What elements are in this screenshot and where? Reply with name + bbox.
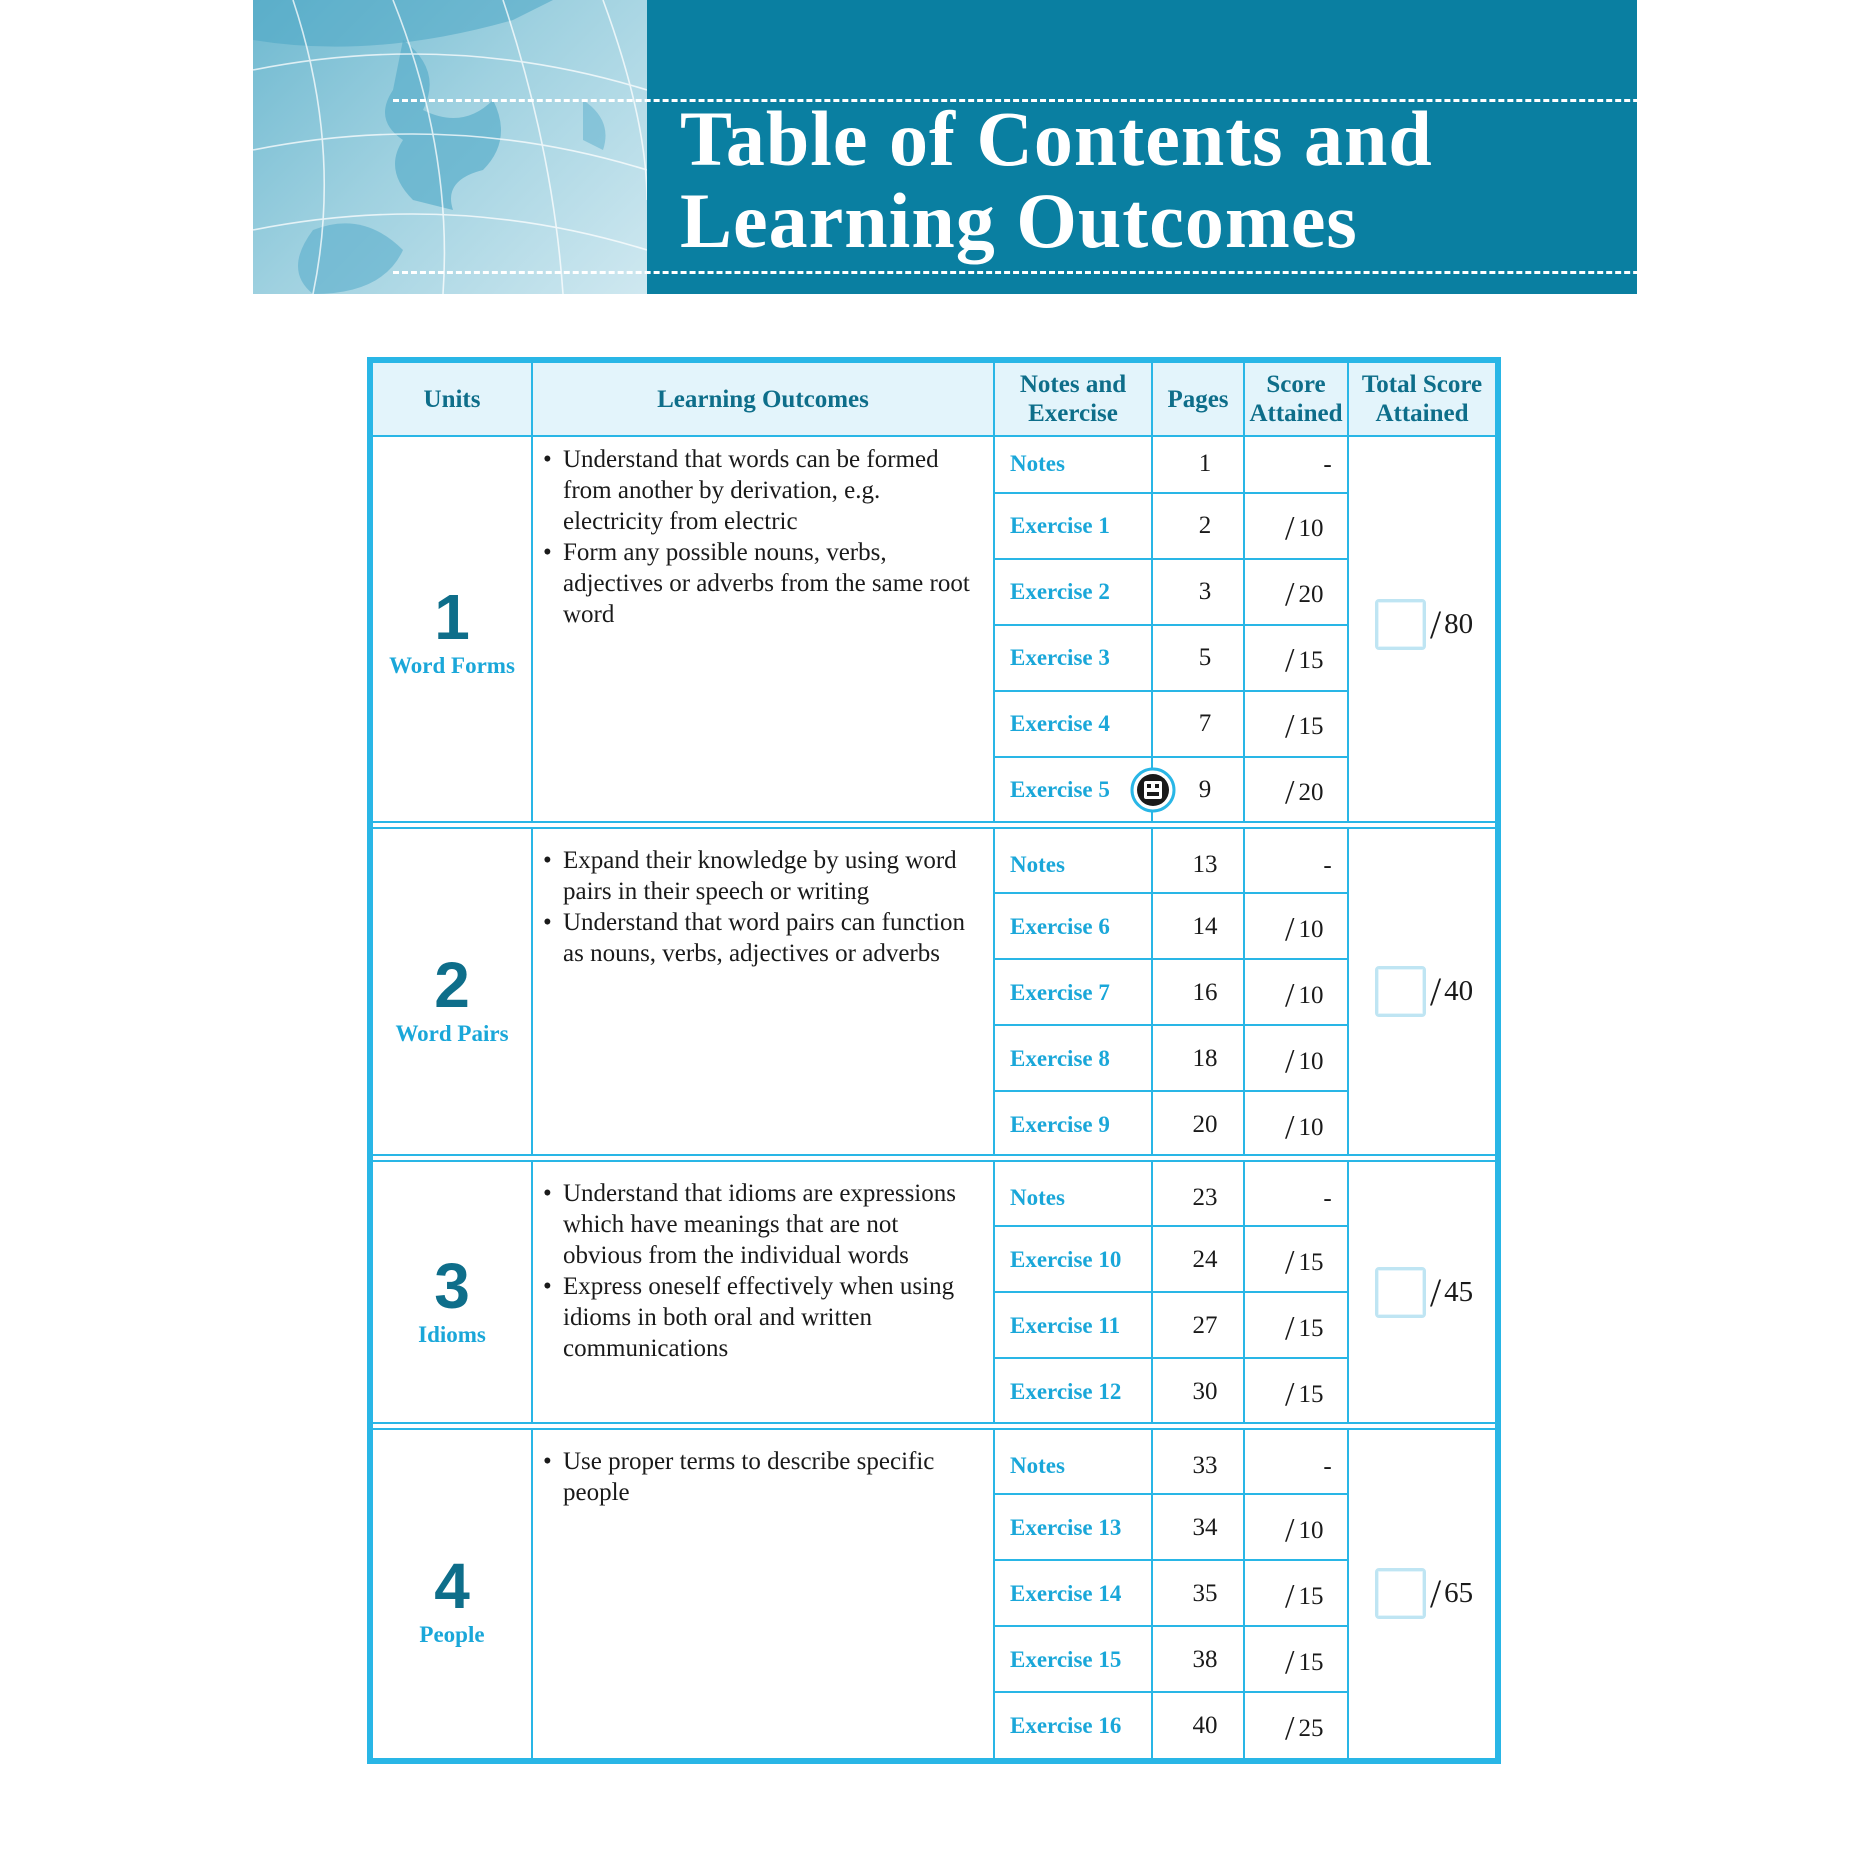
unit-name: Word Forms — [389, 653, 515, 678]
row-divider — [993, 1090, 1349, 1092]
header-banner — [253, 0, 1637, 294]
exercise-link[interactable]: Exercise 12 — [1010, 1379, 1122, 1404]
page-title-line-2: Learning Outcomes — [680, 177, 1358, 264]
unit-number: 3 — [434, 1250, 470, 1322]
page-number: 38 — [1192, 1646, 1218, 1673]
exercise-link[interactable]: Exercise 6 — [1010, 914, 1110, 939]
col-header-pages: Pages — [1167, 385, 1229, 413]
unit-number: 4 — [434, 1550, 470, 1622]
row-divider — [993, 756, 1349, 758]
page-number: 33 — [1192, 1452, 1218, 1479]
score-cell: / 15 — [1285, 708, 1324, 745]
exercise-link[interactable]: Exercise 3 — [1010, 645, 1110, 670]
unit-number: 2 — [434, 949, 470, 1021]
col-header-units: Units — [423, 385, 481, 413]
unit-separator — [373, 1154, 1495, 1162]
exercise-link[interactable]: Exercise 9 — [1010, 1112, 1110, 1137]
total-score-input[interactable] — [1375, 1568, 1426, 1619]
row-divider — [993, 958, 1349, 960]
exercise-link[interactable]: Exercise 1 — [1010, 513, 1110, 538]
exercise-link[interactable]: Exercise 11 — [1010, 1313, 1121, 1338]
row-divider — [993, 1024, 1349, 1026]
page-number: 23 — [1192, 1184, 1218, 1211]
page-number: 20 — [1192, 1111, 1218, 1138]
page-number: 5 — [1198, 644, 1212, 671]
score-cell: / 20 — [1285, 576, 1324, 613]
page-title-line-1: Table of Contents and — [680, 95, 1433, 182]
col-divider — [1151, 363, 1153, 1758]
exercise-link[interactable]: Exercise 2 — [1010, 579, 1110, 604]
unit-separator — [373, 1422, 1495, 1430]
page-title — [680, 95, 1580, 264]
col-header-notes-exercise: Notes and Exercise — [1019, 371, 1127, 427]
score-cell: / 15 — [1285, 1310, 1324, 1347]
exercise-link[interactable]: Exercise 14 — [1010, 1581, 1122, 1606]
page-number: 1 — [1198, 450, 1212, 477]
unit-separator — [373, 821, 1495, 829]
outcome-item: • Form any possible nouns, verbs, adjectives or adverbs from the same root word — [543, 537, 983, 630]
exercise-link[interactable]: Exercise 5 — [1010, 777, 1110, 802]
score-cell: - — [1323, 1453, 1332, 1480]
exercise-link[interactable]: Exercise 10 — [1010, 1247, 1122, 1272]
unit-number: 1 — [434, 581, 470, 653]
exercise-link[interactable]: Exercise 7 — [1010, 980, 1110, 1005]
outcome-item: • Use proper terms to describe specific people — [543, 1446, 983, 1508]
score-cell: / 15 — [1285, 1376, 1324, 1413]
total-score-cell: / 80 — [1375, 599, 1495, 650]
outcome-item: • Understand that idioms are expressions which have meanings that are not obvious from the individual words — [543, 1178, 983, 1271]
globe-icon — [253, 0, 647, 294]
outcome-item: • Express oneself effectively when using idioms in both oral and written communications — [543, 1271, 983, 1364]
row-divider — [993, 1625, 1349, 1627]
col-header-outcomes: Learning Outcomes — [657, 385, 869, 413]
score-cell: / 15 — [1285, 642, 1324, 679]
row-divider — [993, 690, 1349, 692]
score-cell: / 20 — [1285, 774, 1324, 811]
page-number: 7 — [1198, 710, 1212, 737]
learning-outcomes — [543, 1178, 983, 1364]
globe-map-image — [253, 0, 647, 294]
exercise-link[interactable]: Exercise 15 — [1010, 1647, 1122, 1672]
page-number: 18 — [1192, 1045, 1218, 1072]
notes-link[interactable]: Notes — [1010, 852, 1065, 877]
total-score-input[interactable] — [1375, 1267, 1426, 1318]
divider-bottom — [393, 271, 1637, 274]
score-cell: / 10 — [1285, 510, 1324, 547]
exercise-link[interactable]: Exercise 16 — [1010, 1713, 1122, 1738]
page-number: 40 — [1192, 1712, 1218, 1739]
page-number: 34 — [1192, 1514, 1218, 1541]
score-cell: / 10 — [1285, 1512, 1324, 1549]
learning-outcomes — [543, 1446, 983, 1508]
score-cell: - — [1323, 451, 1332, 478]
score-cell: - — [1323, 1185, 1332, 1212]
page-number: 3 — [1198, 578, 1212, 605]
total-score-cell: / 40 — [1375, 966, 1495, 1017]
unit-name: People — [419, 1622, 485, 1647]
total-score-input[interactable] — [1375, 966, 1426, 1017]
row-divider — [993, 1493, 1349, 1495]
outcome-item: • Understand that words can be formed from another by derivation, e.g. electricity from electric — [543, 444, 983, 537]
row-divider — [993, 1691, 1349, 1693]
score-cell: / 10 — [1285, 1043, 1324, 1080]
row-divider — [993, 1225, 1349, 1227]
notes-link[interactable]: Notes — [1010, 1453, 1065, 1478]
score-cell: / 15 — [1285, 1244, 1324, 1281]
row-divider — [993, 624, 1349, 626]
total-score-cell: / 45 — [1375, 1267, 1495, 1318]
outcome-item: • Expand their knowledge by using word pairs in their speech or writing — [543, 845, 983, 907]
page-number: 2 — [1198, 512, 1212, 539]
unit-name: Idioms — [418, 1322, 486, 1347]
score-cell: - — [1323, 852, 1332, 879]
score-cell: / 10 — [1285, 911, 1324, 948]
col-divider — [993, 363, 995, 1758]
row-divider — [993, 558, 1349, 560]
page-number: 24 — [1192, 1246, 1218, 1273]
col-header-total: Total Score Attained — [1361, 371, 1483, 427]
score-cell: / 10 — [1285, 1109, 1324, 1146]
score-cell: / 15 — [1285, 1578, 1324, 1615]
score-cell: / 25 — [1285, 1710, 1324, 1747]
page-number: 30 — [1192, 1378, 1218, 1405]
score-cell: / 15 — [1285, 1644, 1324, 1681]
col-header-score: Score Attained — [1249, 371, 1343, 427]
page-number: 16 — [1192, 979, 1218, 1006]
col-divider — [531, 363, 533, 1758]
row-divider — [993, 1559, 1349, 1561]
exercise-link[interactable]: Exercise 13 — [1010, 1515, 1122, 1540]
page-number: 35 — [1192, 1580, 1218, 1607]
page-number: 14 — [1192, 913, 1218, 940]
notes-link[interactable]: Notes — [1010, 1185, 1065, 1210]
row-divider — [993, 1357, 1349, 1359]
notes-link[interactable]: Notes — [1010, 451, 1065, 476]
page-number: 13 — [1192, 851, 1218, 878]
toc-table — [367, 357, 1501, 1764]
outcome-item: • Understand that word pairs can function as nouns, verbs, adjectives or adverbs — [543, 907, 983, 969]
learning-outcomes — [543, 444, 983, 630]
exercise-link[interactable]: Exercise 4 — [1010, 711, 1110, 736]
total-score-input[interactable] — [1375, 599, 1426, 650]
page-number: 27 — [1192, 1312, 1218, 1339]
header-divider — [373, 435, 1495, 437]
total-score-cell: / 65 — [1375, 1568, 1495, 1619]
page-number: 9 — [1198, 776, 1212, 803]
score-cell: / 10 — [1285, 977, 1324, 1014]
row-divider — [993, 892, 1349, 894]
exercise-link[interactable]: Exercise 8 — [1010, 1046, 1110, 1071]
learning-outcomes — [543, 845, 983, 969]
row-divider — [993, 1291, 1349, 1293]
row-divider — [993, 492, 1349, 494]
unit-name: Word Pairs — [395, 1021, 509, 1046]
